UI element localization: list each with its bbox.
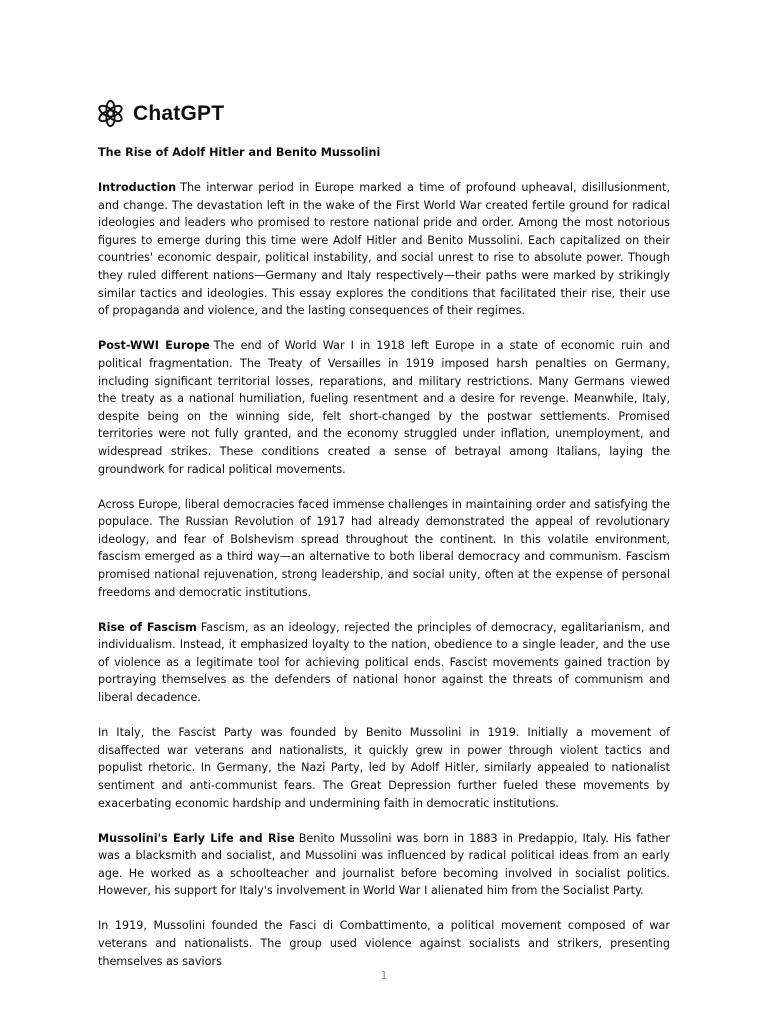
paragraph-text: The interwar period in Europe marked a time of profound upheaval, disillusionment, and change. The devastation left in the wake of the First World War created fertile ground for radical ideologies and leaders who promised to restore national pride and order. Among the most notorious figures to emerge during this time were Adolf Hitler and Benito Mussolini. Each capitalized on their countries' economic despair, political instability, and social unrest to rise to absolute power. Though they ruled different nations—Germany and Italy respectively—their paths were marked by strikingly similar tactics and ideologies. This essay explores the conditions that facilitated their rise, their use of propaganda and violence, and the lasting consequences of their regimes. (98, 181, 670, 318)
section-heading-mussolini-early-life: Mussolini's Early Life and Rise (98, 831, 295, 845)
document-title: The Rise of Adolf Hitler and Benito Mussolini (98, 146, 381, 159)
section-heading-post-wwi-europe: Post-WWI Europe (98, 339, 210, 353)
paragraph-rise-of-fascism (98, 619, 670, 707)
paragraph-text: In Italy, the Fascist Party was founded by Benito Mussolini in 1919. Initially a movement of disaffected war veterans and nationalists, it quickly grew in power through violent tactics and populist rhetoric. In Germany, the Nazi Party, led by Adolf Hitler, similarly appealed to nationalist sentiment and anti-communist fears. The Great Depression further fueled these movements by exacerbating economic hardship and undermining faith in democratic institutions. (98, 726, 670, 810)
paragraph-liberal-democracies (98, 496, 670, 602)
paragraph-text: In 1919, Mussolini founded the Fasci di Combattimento, a political movement composed of war veterans and nationalists. The group used violence against socialists and strikers, presenting themselves as saviors (98, 919, 670, 968)
paragraph-text: The end of World War I in 1918 left Europe in a state of economic ruin and political fragmentation. The Treaty of Versailles in 1919 imposed harsh penalties on Germany, including significant territorial losses, reparations, and military restrictions. Many Germans viewed the treaty as a national humiliation, fueling resentment and a desire for revenge. Meanwhile, Italy, despite being on the winning side, felt short-changed by the postwar settlements. Promised territories were not fully granted, and the economy struggled under inflation, unemployment, and widespread strikes. These conditions created a sense of betrayal among Italians, laying the groundwork for radical political movements. (98, 339, 670, 476)
paragraph-text: Fascism, as an ideology, rejected the principles of democracy, egalitarianism, and individualism. Instead, it emphasized loyalty to the nation, obedience to a single leader, and the use of violence as a legitimate tool for achieving political ends. Fascist movements gained traction by portraying themselves as the defenders of national honor against the threats of communism and liberal decadence. (98, 620, 670, 705)
page-number: 1 (380, 969, 388, 982)
paragraph-text: Benito Mussolini was born in 1883 in Predappio, Italy. His father was a blacksmith and socialist, and Mussolini was influenced by radical political ideas from an early age. He worked as a schoolteacher and journalist before becoming involved in socialist politics. However, his support for Italy's involvement in World War I alienated him from the Socialist Party. (98, 831, 670, 898)
document-body (98, 144, 670, 988)
paragraph-mussolini-early-life (98, 830, 670, 900)
header (97, 100, 224, 127)
section-heading-introduction: Introduction (98, 181, 177, 195)
paragraph-fasci-di-combattimento (98, 917, 670, 970)
brand-name: ChatGPT (133, 101, 225, 125)
paragraph-fascist-party (98, 724, 670, 812)
paragraph-text: Across Europe, liberal democracies faced immense challenges in maintaining order and satisfying the populace. The Russian Revolution of 1917 had already demonstrated the appeal of revolutionary ideology, and fear of Bolshevism spread throughout the continent. In this volatile environment, fascism emerged as a third way—an alternative to both liberal democracy and communism. Fascism promised national rejuvenation, strong leadership, and social unity, often at the expense of personal freedoms and democratic institutions. (98, 497, 670, 599)
paragraph-introduction (98, 179, 670, 320)
paragraph-post-wwi-europe (98, 337, 670, 478)
section-heading-rise-of-fascism: Rise of Fascism (98, 620, 197, 634)
openai-logo-icon (97, 100, 124, 127)
